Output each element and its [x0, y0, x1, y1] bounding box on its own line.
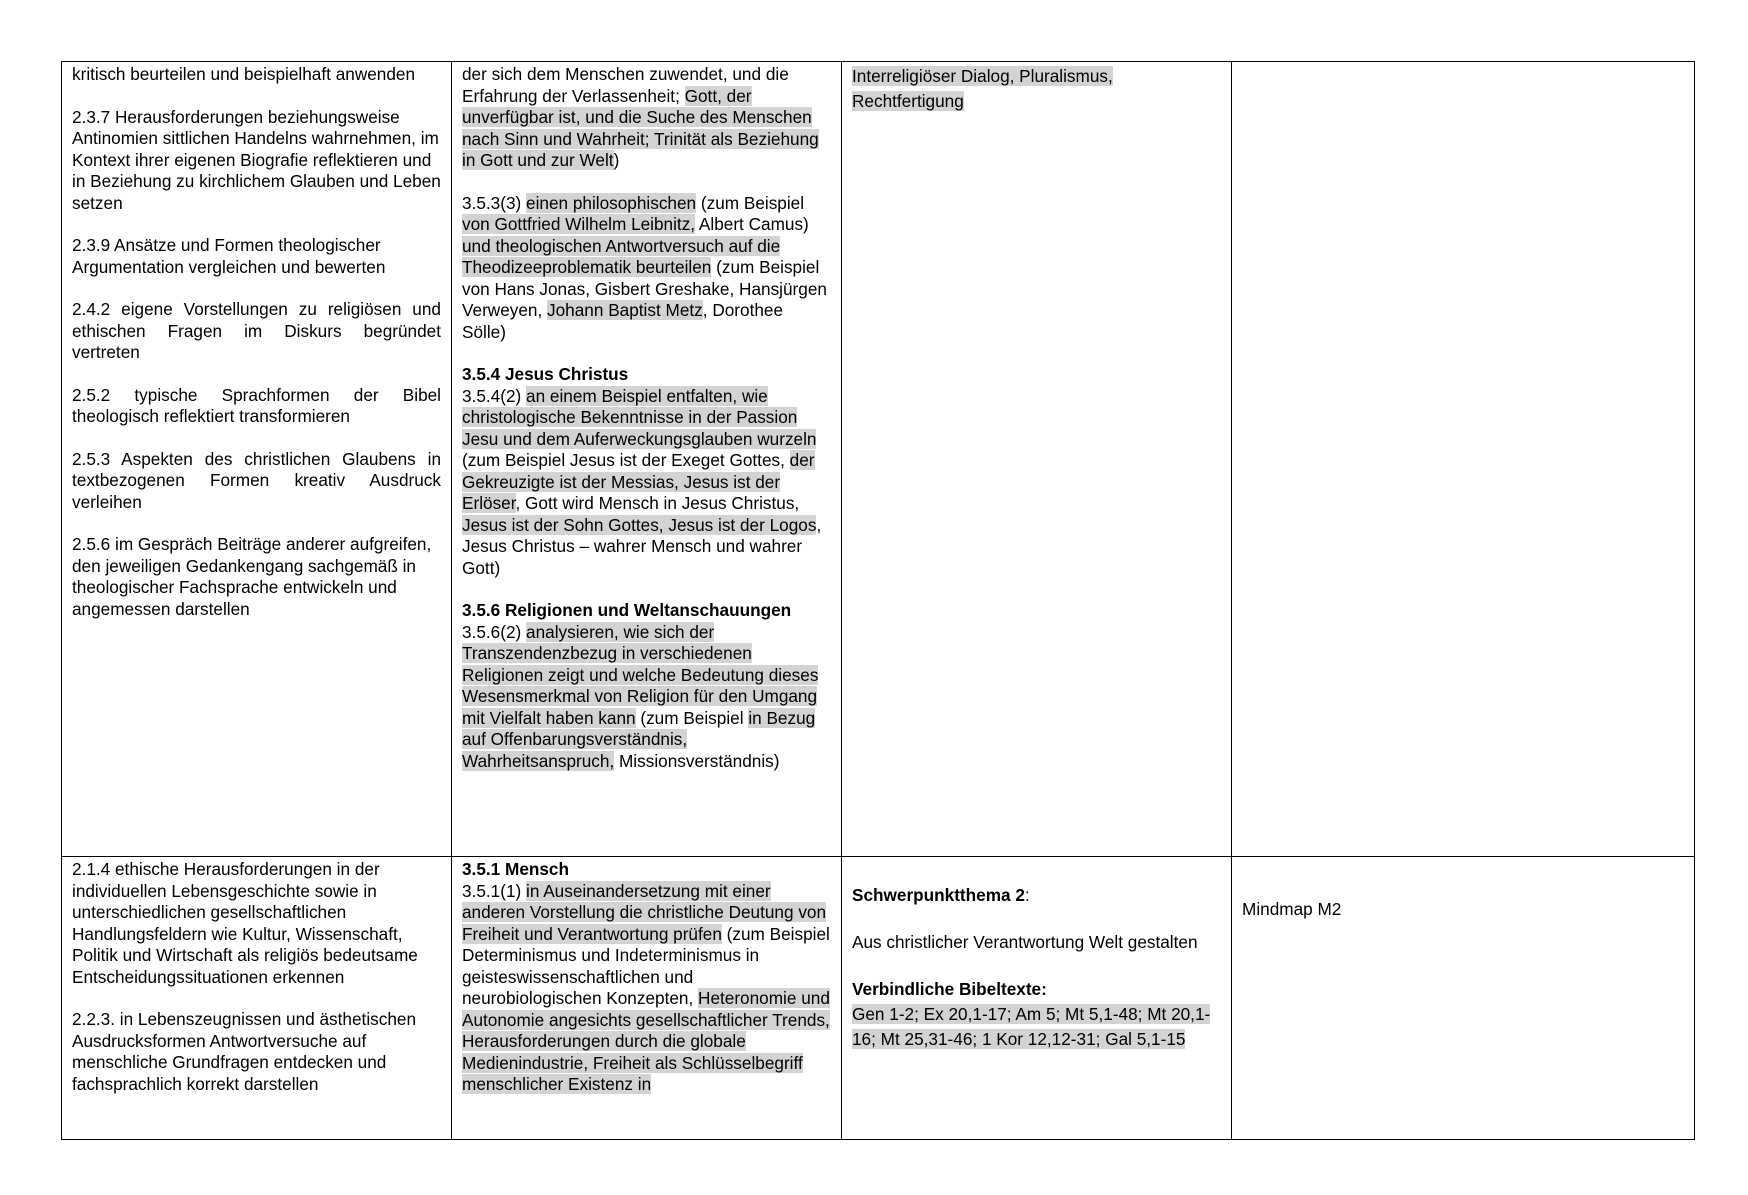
text-block: [462, 193, 831, 344]
highlighted-text: Heteronomie und Autonomie angesichts gesellschaftlicher Trends, Herausforderungen durch die globale Medienindustrie, Freiheit als Schlüsselbegriff menschlicher Existenz in: [462, 988, 830, 1094]
text-run: (zum Beispiel Determinismus und Indeterminismus in geisteswissenschaftlichen und neurobiologischen Konzepten,: [462, 923, 830, 1008]
curriculum-table: [61, 61, 1695, 1140]
text-run: (zum Beispiel: [635, 707, 749, 728]
section-heading: 3.5.6 Religionen und Weltanschauungen: [462, 600, 792, 620]
text-run: (zum Beispiel Jesus ist der Exeget Gottes,: [462, 450, 790, 470]
text-block: [462, 600, 831, 772]
text-run: Albert Camus): [695, 214, 809, 234]
text-run: 3.5.6(2): [462, 621, 527, 642]
theme-line: [852, 883, 1221, 908]
content-cell: [452, 857, 842, 1140]
highlighted-text: von Gottfried Wilhelm Leibnitz,: [462, 214, 696, 234]
competencies-cell: [62, 857, 452, 1140]
text-run: 3.5.3(3): [462, 192, 527, 213]
highlighted-text: Interreligiöser Dialog, Pluralismus, Rechtfertigung: [852, 66, 1113, 111]
text-block: [72, 235, 441, 278]
text-run: ): [613, 150, 620, 170]
highlighted-text: der Gekreuzigte ist der Messias, Jesus ist der Erlöser: [462, 450, 815, 513]
highlighted-text: analysieren, wie sich der Transzendenzbezug in verschiedenen Religionen zeigt und welche Bedeutung dieses Wesensmerkmal von Religion für den Umgang mit Vielfalt haben kann: [462, 621, 819, 728]
highlighted-text: Jesus ist der Sohn Gottes, Jesus ist der Logos: [462, 514, 817, 535]
text-run: (zum Beispiel von Hans Jonas, Gisbert Greshake, Hansjürgen Verweyen,: [462, 257, 827, 320]
text-run: 2.5.2 typische Sprachformen der Bibel theologisch reflektiert transformieren: [72, 384, 441, 426]
text-run: Missionsverständnis): [614, 750, 780, 771]
text-run: der sich dem Menschen zuwendet, und die Erfahrung der Verlassenheit;: [462, 64, 789, 106]
text-block: [72, 64, 441, 86]
text-block: [462, 364, 831, 579]
text-block: [72, 107, 441, 215]
highlighted-text: an einem Beispiel entfalten, wie christologische Bekenntnisse in der Passion Jesu und dem Auferweckungsglauben wurzeln: [462, 385, 817, 449]
section-heading: 3.5.4 Jesus Christus: [462, 364, 629, 384]
text-block: [72, 385, 441, 428]
text-run: , Dorothee Sölle): [462, 300, 784, 342]
highlighted-text: einen philosophischen: [526, 192, 697, 213]
competencies-cell: [62, 62, 452, 857]
text-run: 2.1.4 ethische Herausforderungen in der individuellen Lebensgeschichte sowie in unterschiedlichen gesellschaftlichen Handlungsfeldern wie Kultur, Wissenschaft, Politik und Wirtschaft als religiös bedeutsame Entscheidungssituationen erkennen: [72, 859, 418, 987]
text-block: [72, 299, 441, 364]
text-block: [72, 449, 441, 514]
theme-label: Schwerpunktthema 2: [852, 885, 1025, 905]
section-heading: 3.5.1 Mensch: [462, 859, 569, 879]
text-run: 2.4.2 eigene Vorstellungen zu religiösen und ethischen Fragen im Diskurs begründet vertreten: [72, 299, 441, 362]
text-run: 2.3.7 Herausforderungen beziehungsweise Antinomien sittlichen Handelns wahrnehmen, im Kontext ihrer eigenen Biografie reflektieren und in Beziehung zu kirchlichem Glauben und Leben setzen: [72, 106, 441, 213]
text-block: [852, 64, 1221, 114]
bible-text: [852, 1002, 1221, 1052]
text-run: (zum Beispiel: [696, 192, 805, 213]
text-block: [72, 1009, 441, 1095]
highlighted-text: Gott, der unverfügbar ist, und die Suche des Menschen nach Sinn und Wahrheit; Trinität als Beziehung in Gott und zur Welt: [462, 85, 819, 170]
text-run: , Jesus Christus – wahrer Mensch und wahrer Gott): [462, 514, 822, 578]
text-block: [462, 859, 831, 1096]
bible-label: Verbindliche Bibeltexte:: [852, 979, 1047, 999]
keywords-cell: [842, 62, 1232, 857]
text-run: , Gott wird Mensch in Jesus Christus,: [515, 493, 800, 513]
table-row: [62, 857, 1695, 1140]
text-run: 2.3.9 Ansätze und Formen theologischer Argumentation vergleichen und bewerten: [72, 235, 386, 277]
bible-text-highlight: Gen 1-2; Ex 20,1-17; Am 5; Mt 5,1-48; Mt 20,1-16; Mt 25,31-46; 1 Kor 12,12-31; Gal 5,1-15: [852, 1004, 1211, 1049]
text-run: kritisch beurteilen und beispielhaft anwenden: [72, 64, 416, 84]
text-run: 2.2.3. in Lebenszeugnissen und ästhetischen Ausdrucksformen Antwortversuche auf menschliche Grundfragen entdecken und fachsprachlich korrekt darstellen: [72, 1009, 417, 1094]
content-cell: [452, 62, 842, 857]
text-block: [462, 64, 831, 172]
text-run: 2.5.3 Aspekten des christlichen Glaubens in textbezogenen Formen kreativ Ausdruck verleihen: [72, 448, 441, 512]
materials-cell: [1232, 62, 1695, 857]
highlighted-text: in Bezug auf Offenbarungsverständnis, Wahrheitsanspruch,: [462, 707, 816, 771]
text-run: 2.5.6 im Gespräch Beiträge anderer aufgreifen, den jeweiligen Gedankengang sachgemäß in theologischer Fachsprache entwickeln und angemessen darstellen: [72, 534, 432, 619]
materials-cell: [1232, 857, 1695, 1140]
theme-text: Aus christlicher Verantwortung Welt gestalten: [852, 932, 1198, 952]
highlighted-text: Johann Baptist Metz: [547, 300, 703, 320]
highlighted-text: und theologischen Antwortversuch auf die Theodizeeproblematik beurteilen: [462, 235, 781, 277]
theme-colon: :: [1024, 885, 1030, 905]
text-block: [72, 534, 441, 620]
mindmap-label: Mindmap M2: [1242, 899, 1342, 919]
highlighted-text: in Auseinandersetzung mit einer anderen Vorstellung die christliche Deutung von Freiheit und Verantwortung prüfen: [462, 880, 827, 944]
table-row: [62, 62, 1695, 857]
theme-cell: [842, 857, 1232, 1140]
text-run: 3.5.4(2): [462, 385, 527, 406]
text-block: [72, 859, 441, 988]
text-run: 3.5.1(1): [462, 880, 527, 901]
